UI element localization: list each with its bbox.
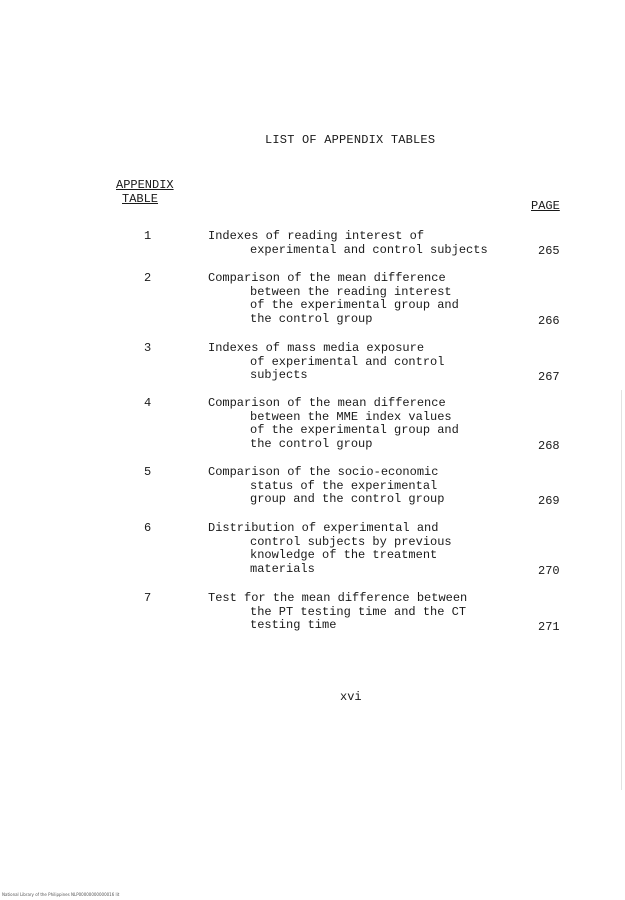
entry-page: 269 [538, 494, 560, 508]
entry-line: Comparison of the mean difference [208, 396, 446, 410]
entry-page: 268 [538, 439, 560, 453]
entry-line: of the experimental group and [250, 423, 459, 437]
entry-page: 267 [538, 370, 560, 384]
entry-line: the control group [250, 436, 373, 451]
entry-description [208, 397, 459, 451]
entry-number: 4 [144, 396, 152, 410]
entry-line: between the MME index values [250, 409, 452, 424]
page-title: LIST OF APPENDIX TABLES [265, 133, 436, 147]
entry-page: 270 [538, 564, 560, 578]
entry-line: subjects [250, 368, 308, 382]
appendix-table-header [116, 178, 174, 206]
entry-page: 265 [538, 244, 560, 258]
entry-description [208, 592, 467, 633]
entry-line: testing time [250, 618, 337, 632]
page-folio: xvi [340, 690, 362, 704]
entry-line: Indexes of mass media exposure [208, 341, 425, 355]
entry-page: 271 [538, 620, 560, 634]
entry-line: Comparison of the socio-economic [208, 465, 439, 479]
entry-line: of experimental and control [250, 354, 445, 369]
entry-line: status of the experimental [250, 478, 438, 493]
entry-line: experimental and control subjects [250, 242, 488, 257]
entry-line: the PT testing time and the CT [250, 604, 467, 619]
entry-description [208, 466, 444, 507]
entry-line: knowledge of the treatment [250, 548, 438, 562]
entry-number: 2 [144, 271, 152, 285]
entry-line: Indexes of reading interest of [208, 229, 425, 243]
appendix-header-line1: APPENDIX [116, 178, 174, 192]
entry-number: 3 [144, 341, 152, 355]
appendix-header-line2: TABLE [122, 192, 159, 206]
entry-line: Comparison of the mean difference [208, 271, 446, 285]
entry-line: of the experimental group and [250, 298, 459, 312]
entry-line: the control group [250, 311, 373, 326]
entry-number: 1 [144, 229, 152, 243]
entry-line: Distribution of experimental and [208, 521, 439, 535]
entry-number: 6 [144, 521, 152, 535]
right-edge-scan-line [621, 390, 622, 790]
page-column-header: PAGE [531, 199, 560, 213]
entry-line: materials [250, 561, 315, 576]
entry-line: control subjects by previous [250, 534, 452, 549]
entry-description [208, 272, 459, 326]
entry-page: 266 [538, 314, 560, 328]
entry-description [208, 230, 488, 257]
entry-number: 5 [144, 465, 152, 479]
entry-line: between the reading interest [250, 284, 452, 299]
entry-description [208, 522, 452, 576]
entry-line: Test for the mean difference between [208, 591, 468, 605]
entry-description [208, 342, 444, 383]
entry-line: group and the control group [250, 492, 445, 506]
scan-footer: National Library of the Philippines NLP00000000000016 lit [2, 892, 120, 897]
entry-number: 7 [144, 591, 152, 605]
